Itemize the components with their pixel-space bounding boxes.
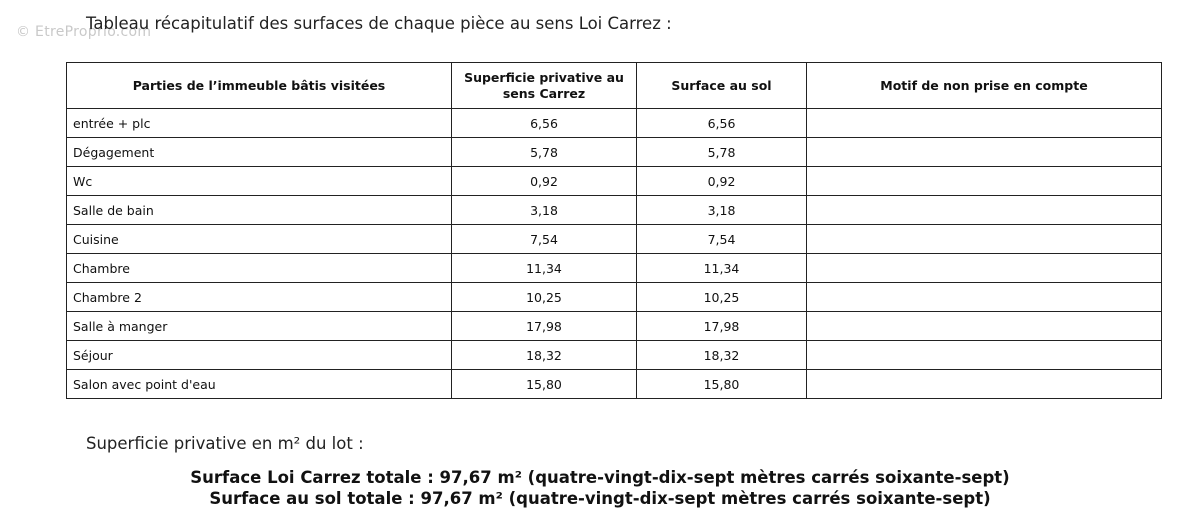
table-row <box>67 312 1162 341</box>
total-sol: Surface au sol totale : 97,67 m² (quatre-vingt-dix-sept mètres carrés soixante-sept) <box>209 489 991 508</box>
cell-motif <box>807 254 1162 283</box>
cell-carrez: 10,25 <box>452 283 637 312</box>
table-row <box>67 283 1162 312</box>
cell-carrez: 7,54 <box>452 225 637 254</box>
table-row <box>67 138 1162 167</box>
cell-piece: Chambre <box>67 254 452 283</box>
cell-piece: Chambre 2 <box>67 283 452 312</box>
cell-motif <box>807 167 1162 196</box>
cell-piece: Salon avec point d'eau <box>67 370 452 399</box>
header-sol: Surface au sol <box>637 63 807 109</box>
table-row <box>67 225 1162 254</box>
cell-sol: 6,56 <box>637 109 807 138</box>
cell-piece: Salle à manger <box>67 312 452 341</box>
cell-piece: Salle de bain <box>67 196 452 225</box>
cell-sol: 7,54 <box>637 225 807 254</box>
header-motif: Motif de non prise en compte <box>807 63 1162 109</box>
cell-sol: 10,25 <box>637 283 807 312</box>
cell-carrez: 18,32 <box>452 341 637 370</box>
cell-motif <box>807 138 1162 167</box>
cell-sol: 0,92 <box>637 167 807 196</box>
table-row <box>67 341 1162 370</box>
table-header-row <box>67 63 1162 109</box>
header-piece: Parties de l’immeuble bâtis visitées <box>67 63 452 109</box>
cell-carrez: 5,78 <box>452 138 637 167</box>
cell-sol: 15,80 <box>637 370 807 399</box>
cell-motif <box>807 225 1162 254</box>
cell-motif <box>807 370 1162 399</box>
cell-sol: 17,98 <box>637 312 807 341</box>
cell-carrez: 0,92 <box>452 167 637 196</box>
lot-surface-subtitle: Superficie privative en m² du lot : <box>86 434 364 453</box>
cell-motif <box>807 109 1162 138</box>
surfaces-table <box>66 62 1162 399</box>
cell-carrez: 15,80 <box>452 370 637 399</box>
cell-piece: Cuisine <box>67 225 452 254</box>
cell-sol: 3,18 <box>637 196 807 225</box>
watermark-text: © EtreProprio.com <box>16 24 152 40</box>
cell-sol: 5,78 <box>637 138 807 167</box>
cell-carrez: 6,56 <box>452 109 637 138</box>
cell-piece: Wc <box>67 167 452 196</box>
cell-sol: 11,34 <box>637 254 807 283</box>
totals-block <box>0 467 1200 509</box>
table-row <box>67 254 1162 283</box>
table-row <box>67 109 1162 138</box>
cell-motif <box>807 312 1162 341</box>
cell-piece: entrée + plc <box>67 109 452 138</box>
cell-carrez: 3,18 <box>452 196 637 225</box>
cell-sol: 18,32 <box>637 341 807 370</box>
table-heading: Tableau récapitulatif des surfaces de chaque pièce au sens Loi Carrez : <box>86 14 672 33</box>
cell-motif <box>807 283 1162 312</box>
cell-carrez: 17,98 <box>452 312 637 341</box>
cell-motif <box>807 196 1162 225</box>
table-row <box>67 167 1162 196</box>
header-carrez: Superficie privative au sens Carrez <box>452 63 637 109</box>
cell-piece: Séjour <box>67 341 452 370</box>
cell-carrez: 11,34 <box>452 254 637 283</box>
total-carrez: Surface Loi Carrez totale : 97,67 m² (quatre-vingt-dix-sept mètres carrés soixante-sept) <box>190 468 1010 487</box>
table-row <box>67 370 1162 399</box>
cell-motif <box>807 341 1162 370</box>
table-row <box>67 196 1162 225</box>
cell-piece: Dégagement <box>67 138 452 167</box>
